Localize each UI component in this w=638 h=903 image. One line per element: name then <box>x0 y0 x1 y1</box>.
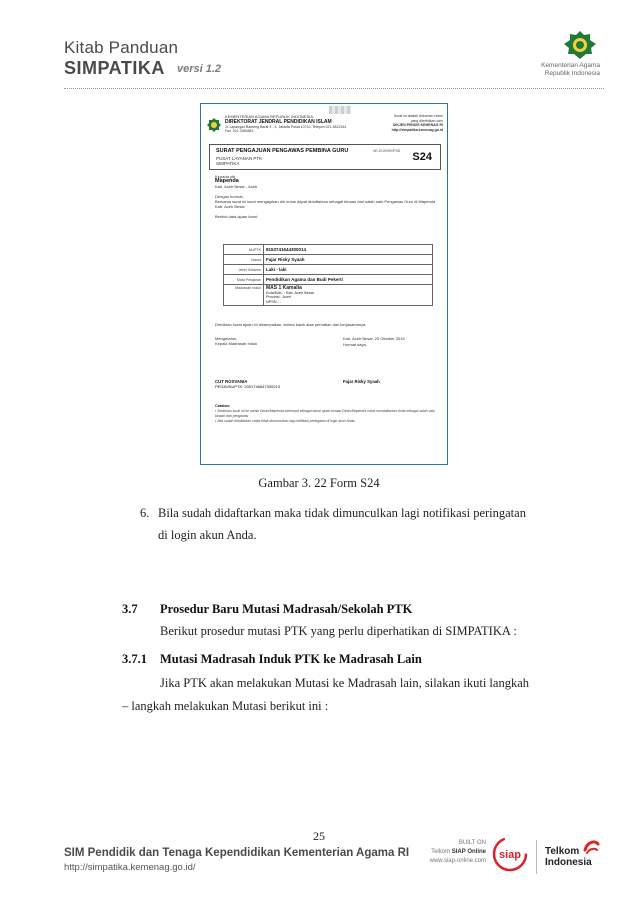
header-title-line2: SIMPATIKA <box>64 58 165 78</box>
letterhead-ministry: KEMENTERIAN AGAMA REPUBLIK INDONESIA <box>225 114 314 119</box>
school-provinsi: Provinsi : Aceh <box>266 295 292 299</box>
table-key: Jenis Kelamin <box>224 265 264 275</box>
list-item <box>140 502 550 546</box>
form-title: SURAT PENGAJUAN PENGAWAS PEMBINA GURU <box>216 148 349 154</box>
table-value-school <box>264 285 433 306</box>
form-code: S24 <box>412 151 432 163</box>
section-heading <box>122 602 412 617</box>
form-acknowledge <box>215 336 257 346</box>
form-intro: Bersama surat ini kami mengajukan diri untuk dapat didaftarkan sebagai binaan dari salah satu Pengawas Guru di Mapenda Kab. Aceh Besar <box>215 199 436 209</box>
figure-caption: Gambar 3. 22 Form S24 <box>258 476 380 490</box>
letterhead-note <box>381 114 443 132</box>
footer-built-by-prefix: Telkom <box>431 849 451 855</box>
telkom-line1: Telkom <box>545 846 580 857</box>
letterhead-address-2: Fax. 021-3483981 <box>225 129 254 133</box>
form-regards: Hormat saya, <box>343 342 367 347</box>
header-divider <box>64 88 604 89</box>
footer-built-url[interactable]: www.siap-online.com <box>429 858 486 864</box>
redacted-mark <box>329 106 351 114</box>
form-note-1: • Serahkan surat ini ke admin Dinas/Mapenda setempat sebagai dasar ajuan binaan Dinas/Mapenda untuk mendaftarkan Anda sebagai salah satu binaan dari pengawas <box>215 409 435 418</box>
siap-logo-icon <box>492 836 528 872</box>
letterhead-note-2: yang diterbitkan oleh <box>410 118 443 123</box>
form-doc-code: NR-2015/09/HPDB <box>373 149 400 153</box>
form-notes <box>215 404 437 424</box>
footer-built-by <box>400 848 486 857</box>
list-item-number: 6. <box>140 506 150 520</box>
letterhead-note-1: Surat ini adalah dokumen resmi <box>393 114 443 118</box>
svg-text:siap: siap <box>498 849 522 861</box>
form-note-1-text: Serahkan surat ini ke admin Dinas/Mapenda setempat sebagai dasar ajuan binaan Dinas/Mapenda untuk mendaftarkan Anda sebagai salah satu binaan dari pengawas <box>215 409 435 418</box>
footer-built-on-label: BUILT ON <box>458 840 486 846</box>
form-to-label: Kepada yth, <box>215 174 237 179</box>
form-subtitle <box>216 156 262 166</box>
form-place-date: Kab. Aceh Besar, 20 Oktober 2015 <box>343 336 405 341</box>
form-signature-place <box>343 336 405 348</box>
table-value: 8153741644300014 <box>264 245 433 255</box>
form-head-id: PEGID/NUPTK: 2051746647300013 <box>215 384 280 389</box>
kemenag-logo-icon <box>563 30 597 60</box>
form-subtitle-1: PUSAT LAYANAN PTK <box>216 156 263 161</box>
form-knowing-1: Mengetahui, <box>215 336 238 341</box>
letterhead-note-4: http://simpatika.kemenag.go.id <box>391 127 443 132</box>
form-data-table <box>223 244 433 306</box>
school-name: MAS 1 Kamalia <box>266 285 302 291</box>
page-number: 25 <box>313 829 325 843</box>
telkom-line2: Indonesia <box>545 857 592 868</box>
subsection-text-line1: Jika PTK akan melakukan Mutasi ke Madrasah lain, silakan ikuti langkah <box>160 676 530 690</box>
form-note-2-text: Jika sudah didaftarkan maka tidak dimunculkan lagi notifikasi peringatan di login akun Anda. <box>217 419 356 423</box>
header-org-line1: Kementerian Agama <box>541 62 600 69</box>
table-row <box>224 285 433 306</box>
table-row <box>224 275 433 285</box>
form-closing: Demikian surat ajuan ini disampaikan, terima kasih atas perhatian dan kerjasamanya. <box>215 322 367 327</box>
table-value: Laki - laki <box>264 265 433 275</box>
header-organization <box>500 62 600 78</box>
section-text: Berikut prosedur mutasi PTK yang perlu diperhatikan di SIMPATIKA : <box>160 624 517 638</box>
subsection-number: 3.7.1 <box>122 652 147 666</box>
header-title-line1: Kitab Panduan <box>64 38 179 57</box>
subsection-text-line2: – langkah melakukan Mutasi berikut ini : <box>122 699 329 713</box>
form-head-name: CUT ROSVANIA <box>215 379 248 384</box>
form-note-2: • Jika sudah didaftarkan maka tidak dimunculkan lagi notifikasi peringatan di login akun Anda. <box>215 419 356 423</box>
form-to-place: Kab. Aceh Besar - Aceh <box>215 184 258 189</box>
form-subtitle-2: SIMPATIKA <box>216 161 240 166</box>
table-key: Madrasah Induk <box>224 285 264 306</box>
header-version: versi 1.2 <box>177 63 222 75</box>
footer-built-by-name: SIAP Online <box>451 849 486 855</box>
table-value: Fajar Risky Syaah <box>264 255 433 265</box>
letterhead-directorate: DIREKTORAT JENDRAL PENDIDIKAN ISLAM <box>225 119 332 125</box>
header-org-line2: Republik Indonesia <box>544 70 600 77</box>
letterhead <box>225 114 346 133</box>
form-data-label: Berikut data ajuan kami: <box>215 214 258 219</box>
table-row <box>224 245 433 255</box>
form-knowing-2: Kepala Madrasah Induk <box>215 341 258 346</box>
footer-built-on <box>400 839 486 866</box>
form-notes-title: Catatan: <box>215 404 231 408</box>
list-item-line2: di login akun Anda. <box>158 528 257 542</box>
form-body <box>215 174 437 219</box>
telkom-logo-icon <box>581 836 601 856</box>
footer-separator <box>536 840 537 874</box>
table-key: Nama <box>224 255 264 265</box>
letterhead-address-1: Jl. Lapangan Banteng Barat 3 - 4, Jakarta Pusat 10710, Telepon 021-3812344 <box>225 125 347 129</box>
list-item-line1: Bila sudah didaftarkan maka tidak dimunculkan lagi notifikasi peringatan <box>158 506 526 520</box>
subsection-title: Mutasi Madrasah Induk PTK ke Madrasah Lain <box>160 652 422 666</box>
kemenag-emblem-icon <box>207 118 221 132</box>
form-greeting: Dengan hormat, <box>215 194 244 199</box>
table-key: Mata Pelajaran <box>224 275 264 285</box>
table-row <box>224 255 433 265</box>
letterhead-note-3: DIKJEN PENDIS KEMENAG RI <box>392 123 443 127</box>
form-to-name: Mapenda <box>215 178 239 184</box>
footer-url[interactable]: http://simpatika.kemenag.go.id/ <box>64 862 196 873</box>
form-header-box <box>209 144 441 170</box>
form-applicant-name: Fajar Risky Syaah <box>343 379 380 384</box>
form-s24-figure <box>200 103 448 465</box>
subsection-heading <box>122 652 422 667</box>
school-kota: Kota/Kab. : Kab. Aceh Besar <box>266 290 315 295</box>
form-head-signature <box>215 379 280 389</box>
section-title: Prosedur Baru Mutasi Madrasah/Sekolah PTK <box>160 602 413 616</box>
table-row <box>224 265 433 275</box>
table-value: Pendidikan Agama dan Budi Pekerti <box>264 275 433 285</box>
table-key: NUPTK <box>224 245 264 255</box>
school-npsn: NPSN : - <box>266 299 281 304</box>
footer-title: SIM Pendidik dan Tenaga Kependidikan Kementerian Agama RI <box>64 847 410 859</box>
section-number: 3.7 <box>122 602 138 616</box>
